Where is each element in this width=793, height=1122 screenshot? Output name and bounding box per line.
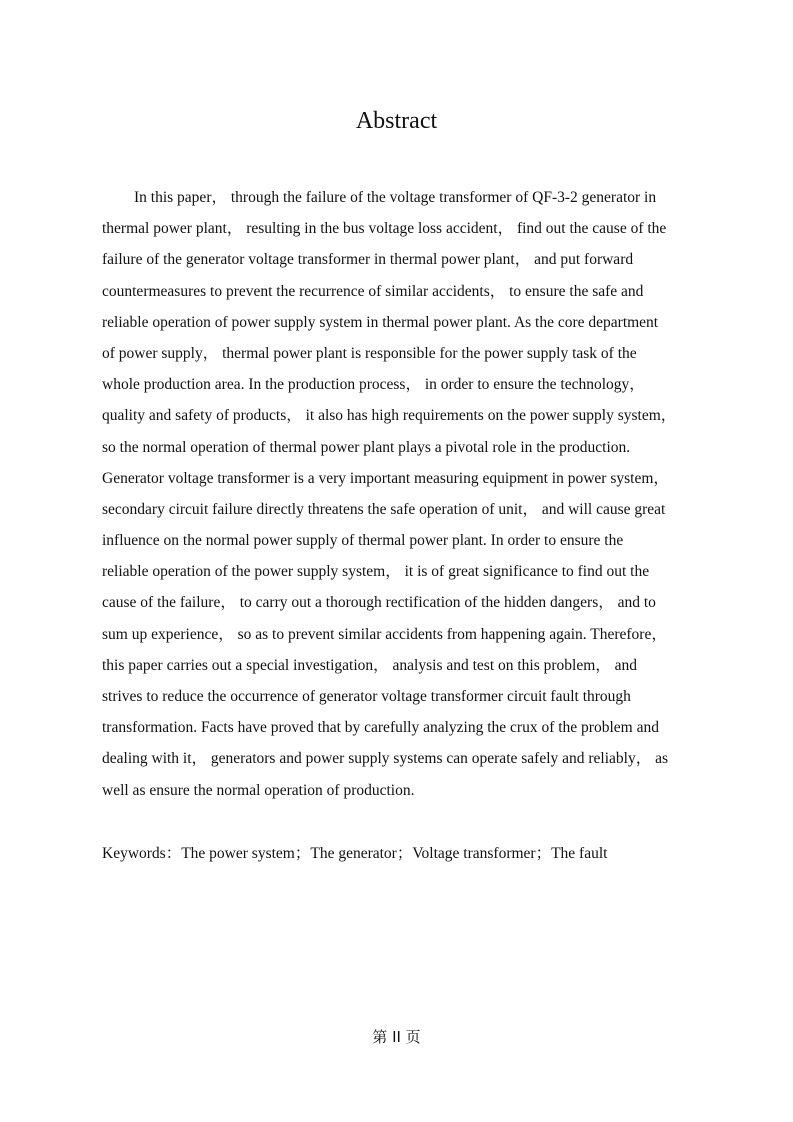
abstract-title: Abstract xyxy=(355,108,438,134)
abstract-line: secondary circuit failure directly threatens the safe operation of unit， and will cause great xyxy=(102,500,666,518)
abstract-line: strives to reduce the occurrence of generator voltage transformer circuit fault through xyxy=(102,688,631,705)
abstract-line: quality and safety of products， it also has high requirements on the power supply system， xyxy=(102,407,677,425)
page-number: 第 II 页 xyxy=(372,1028,421,1046)
abstract-line: whole production area. In the production process， in order to ensure the technology， xyxy=(102,376,645,394)
abstract-line: transformation. Facts have proved that by carefully analyzing the crux of the problem and xyxy=(102,719,659,737)
keywords-line: Keywords：The power system；The generator；Voltage transformer；The fault xyxy=(102,845,608,862)
abstract-line: well as ensure the normal operation of production. xyxy=(102,781,415,799)
abstract-line: countermeasures to prevent the recurrence of similar accidents， to ensure the safe and xyxy=(102,282,644,300)
abstract-line: In this paper， through the failure of the voltage transformer of QF-3-2 generator in xyxy=(134,189,657,206)
abstract-line: reliable operation of power supply system in thermal power plant. As the core department xyxy=(102,313,659,331)
abstract-line: so the normal operation of thermal power plant plays a pivotal role in the production. xyxy=(102,438,631,456)
abstract-line: of power supply， thermal power plant is responsible for the power supply task of the xyxy=(102,344,637,362)
abstract-line: this paper carries out a special investigation， analysis and test on this problem， and xyxy=(102,656,638,674)
abstract-line: sum up experience， so as to prevent similar accidents from happening again. Therefore， xyxy=(102,625,667,643)
abstract-line: influence on the normal power supply of thermal power plant. In order to ensure the xyxy=(102,532,624,550)
abstract-body xyxy=(102,182,692,806)
abstract-line: dealing with it， generators and power supply systems can operate safely and reliably， as xyxy=(102,750,669,768)
abstract-line: Generator voltage transformer is a very important measuring equipment in power system， xyxy=(102,469,669,487)
abstract-line: cause of the failure， to carry out a thorough rectification of the hidden dangers， and to xyxy=(102,594,656,612)
abstract-line: thermal power plant， resulting in the bus voltage loss accident， find out the cause of the xyxy=(102,220,667,238)
abstract-line: reliable operation of the power supply system， it is of great significance to find out the xyxy=(102,563,650,581)
abstract-line: failure of the generator voltage transformer in thermal power plant， and put forward xyxy=(102,251,634,269)
